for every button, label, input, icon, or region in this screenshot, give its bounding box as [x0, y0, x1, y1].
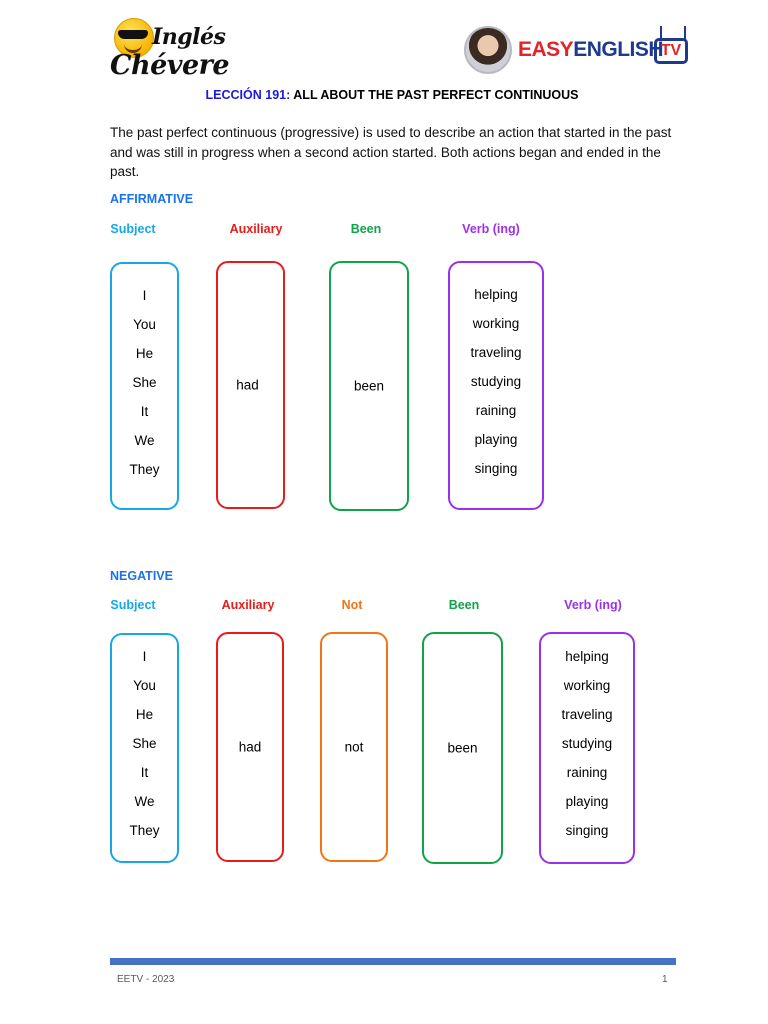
neg-header-been: Been — [448, 598, 480, 612]
list-item: It — [140, 404, 149, 419]
neg-header-subject: Subject — [110, 598, 156, 612]
list-item: I — [142, 288, 147, 303]
list-item: working — [472, 316, 520, 331]
tv-icon: TV — [654, 38, 688, 64]
list-item: You — [133, 317, 156, 332]
list-item: You — [133, 678, 156, 693]
neg-verb-box — [539, 632, 635, 864]
host-avatar — [464, 26, 512, 74]
aff-header-verb: Verb (ing) — [462, 222, 520, 236]
neg-been-word: been — [447, 740, 478, 756]
list-item: She — [132, 736, 157, 751]
neg-header-not: Not — [341, 598, 363, 612]
list-item: They — [129, 462, 160, 477]
aff-header-subject: Subject — [110, 222, 156, 236]
aff-been-word: been — [353, 378, 385, 394]
page-number: 1 — [662, 974, 668, 985]
aff-header-been: Been — [350, 222, 382, 236]
list-item: He — [135, 346, 154, 361]
list-item: studying — [561, 736, 613, 751]
list-item: I — [142, 649, 147, 664]
list-item: traveling — [470, 345, 522, 360]
list-item: helping — [474, 287, 518, 302]
neg-verb-list — [541, 642, 633, 845]
affirmative-heading: AFFIRMATIVE — [110, 192, 194, 206]
aff-verb-box — [448, 261, 544, 510]
neg-subject-list — [112, 642, 177, 845]
lesson-number: LECCIÓN 191: — [205, 88, 291, 102]
list-item: traveling — [561, 707, 613, 722]
brand-wordmark: EASYENGLISH — [518, 38, 664, 61]
list-item: singing — [474, 461, 518, 476]
list-item: playing — [474, 432, 518, 447]
neg-header-auxiliary: Auxiliary — [221, 598, 275, 612]
logo-word-chevere: Chévere — [110, 50, 230, 81]
neg-not-word: not — [344, 739, 364, 755]
neg-not-box — [320, 632, 388, 862]
list-item: We — [134, 794, 155, 809]
list-item: It — [140, 765, 149, 780]
lesson-topic: ALL ABOUT THE PAST PERFECT CONTINUOUS — [293, 88, 579, 102]
ingles-chevere-logo — [108, 16, 230, 81]
aff-auxiliary-word: had — [236, 377, 259, 393]
list-item: working — [563, 678, 611, 693]
list-item: They — [129, 823, 160, 838]
list-item: He — [135, 707, 154, 722]
list-item: She — [132, 375, 157, 390]
neg-auxiliary-word: had — [238, 739, 262, 755]
logo-word-ingles: Inglés — [152, 24, 226, 50]
lesson-title — [0, 88, 768, 102]
neg-header-verb: Verb (ing) — [564, 598, 622, 612]
neg-been-box — [422, 632, 503, 864]
aff-subject-list — [112, 281, 177, 484]
neg-auxiliary-box — [216, 632, 284, 862]
list-item: playing — [565, 794, 609, 809]
footer-divider — [110, 958, 676, 965]
list-item: singing — [565, 823, 609, 838]
list-item: raining — [566, 765, 608, 780]
list-item: helping — [565, 649, 609, 664]
footer-label: EETV - 2023 — [117, 974, 175, 985]
list-item: We — [134, 433, 155, 448]
list-item: raining — [475, 403, 517, 418]
negative-heading: NEGATIVE — [110, 569, 173, 583]
list-item: studying — [470, 374, 522, 389]
aff-subject-box — [110, 262, 179, 510]
aff-auxiliary-box — [216, 261, 285, 509]
easyenglish-tv-logo — [464, 24, 696, 74]
aff-header-auxiliary: Auxiliary — [229, 222, 283, 236]
aff-verb-list — [450, 280, 542, 483]
aff-been-box — [329, 261, 409, 511]
intro-paragraph: The past perfect continuous (progressive) is used to describe an action that started in the past and was still in progress when a second action started. Both actions began and ended in the past. — [110, 125, 672, 179]
neg-subject-box — [110, 633, 179, 863]
